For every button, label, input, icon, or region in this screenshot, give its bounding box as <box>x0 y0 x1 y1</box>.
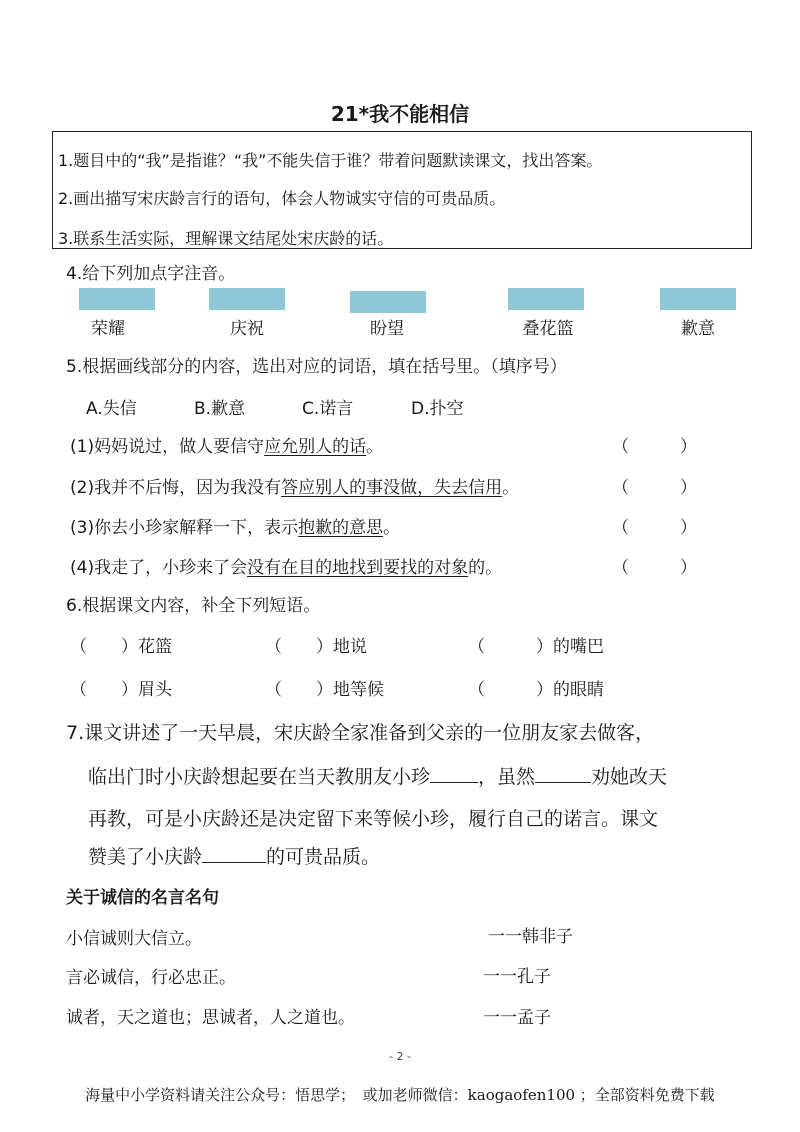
goal-2: 2.画出描写宋庆龄言行的语句，体会人物诚实守信的可贵品质。 <box>58 189 506 208</box>
page-number: - 2 - <box>389 1050 411 1063</box>
goal-1: 1.题目中的“我”是指谁？“我”不能失信于谁？带着问题默读课文，找出答案。 <box>58 151 603 170</box>
q6-phrase-3[interactable]: （ ）的嘴巴 <box>468 637 604 657</box>
quote-3-author: 一一孟子 <box>483 1008 551 1028</box>
q4-word-1: 荣耀 <box>91 319 125 339</box>
pinyin-blank-4[interactable] <box>508 288 584 310</box>
q5-item-3 <box>70 513 400 538</box>
pinyin-blank-2[interactable] <box>209 288 285 310</box>
q7-line-2c: 劝她改天 <box>591 766 668 788</box>
q7-blank-1[interactable] <box>430 764 478 783</box>
q6-phrase-5[interactable]: （ ）地等候 <box>265 680 384 700</box>
pinyin-blank-5[interactable] <box>660 288 736 310</box>
quote-1-text: 小信诚则大信立。 <box>66 929 202 949</box>
q7-line-2b: ，虽然 <box>478 766 536 788</box>
q5-option-b: B.歉意 <box>194 399 246 419</box>
q5-item-4 <box>70 553 502 578</box>
q7-line-2a: 临出门时小庆龄想起要在当天教朋友小珍 <box>88 766 431 788</box>
q5-item-1-post: 。 <box>366 437 384 457</box>
q7-line-4a: 赞美了小庆龄 <box>88 846 203 868</box>
q7-line-4 <box>88 842 380 869</box>
q5-item-1-pre: (1)妈妈说过，做人要信守 <box>70 437 265 457</box>
q5-option-d: D.扑空 <box>411 399 464 419</box>
q5-item-2-post: 。 <box>502 478 520 498</box>
footer-note: 海量中小学资料请关注公众号：悟思学； 或加老师微信：kaogaofen100 ；全部资料免费下载 <box>85 1086 715 1104</box>
q5-item-2 <box>70 473 519 498</box>
q5-item-4-underlined: 没有在目的地找到要找的对象 <box>247 558 469 578</box>
q5-item-4-post: 的。 <box>468 558 503 578</box>
q5-item-2-pre: (2)我并不后悔，因为我没有 <box>70 478 282 498</box>
quote-3-text: 诚者，天之道也；思诚者，人之道也。 <box>66 1008 355 1028</box>
pinyin-blank-1[interactable] <box>79 288 155 310</box>
q6-phrase-2[interactable]: （ ）地说 <box>265 637 367 657</box>
q5-item-2-underlined: 答应别人的事没做，失去信用 <box>281 478 503 498</box>
quote-1-author: 一一韩非子 <box>488 927 573 947</box>
q4-word-3: 盼望 <box>370 319 404 339</box>
q5-answer-3[interactable]: （ ） <box>612 518 697 538</box>
quotes-heading: 关于诚信的名言名句 <box>66 888 219 908</box>
q6-phrase-6[interactable]: （ ）的眼睛 <box>468 680 604 700</box>
q7-line-1: 7.课文讲述了一天早晨，宋庆龄全家准备到父亲的一位朋友家去做客， <box>66 722 655 744</box>
q5-item-4-pre: (4)我走了，小珍来了会 <box>70 558 248 578</box>
q5-item-3-pre: (3)你去小珍家解释一下，表示 <box>70 518 299 538</box>
goal-3: 3.联系生活实际，理解课文结尾处宋庆龄的话。 <box>58 229 394 248</box>
q4-word-5: 歉意 <box>681 319 715 339</box>
q5-item-3-underlined: 抱歉的意思 <box>298 518 384 538</box>
q6-heading: 6.根据课文内容，补全下列短语。 <box>66 596 321 616</box>
q5-item-1 <box>70 432 383 457</box>
page-title: 21*我不能相信 <box>330 102 470 126</box>
q5-answer-1[interactable]: （ ） <box>612 437 697 457</box>
quote-2-text: 言必诚信，行必忠正。 <box>66 968 236 988</box>
q5-option-a: A.失信 <box>86 399 137 419</box>
q7-blank-2[interactable] <box>535 764 591 783</box>
q5-answer-4[interactable]: （ ） <box>612 558 697 578</box>
q5-item-3-post: 。 <box>383 518 401 538</box>
pinyin-blank-3[interactable] <box>350 291 426 313</box>
q5-item-1-underlined: 应允别人的话 <box>264 437 367 457</box>
q5-heading: 5.根据画线部分的内容，选出对应的词语，填在括号里。（填序号） <box>66 357 567 377</box>
q5-answer-2[interactable]: （ ） <box>612 478 697 498</box>
q7-line-4b: 的可贵品质。 <box>266 846 381 868</box>
q4-heading: 4.给下列加点字注音。 <box>66 264 236 284</box>
q4-word-4: 叠花篮 <box>522 319 574 339</box>
quote-2-author: 一一孔子 <box>483 967 551 987</box>
q7-blank-3[interactable] <box>202 844 266 863</box>
q5-option-c: C.诺言 <box>302 399 354 419</box>
q7-line-3: 再教，可是小庆龄还是决定留下来等候小珍，履行自己的诺言。课文 <box>88 808 659 830</box>
q6-phrase-1[interactable]: （ ）花篮 <box>70 637 172 657</box>
q6-phrase-4[interactable]: （ ）眉头 <box>70 680 172 700</box>
q7-line-2 <box>88 762 667 789</box>
q4-word-2: 庆祝 <box>230 319 264 339</box>
